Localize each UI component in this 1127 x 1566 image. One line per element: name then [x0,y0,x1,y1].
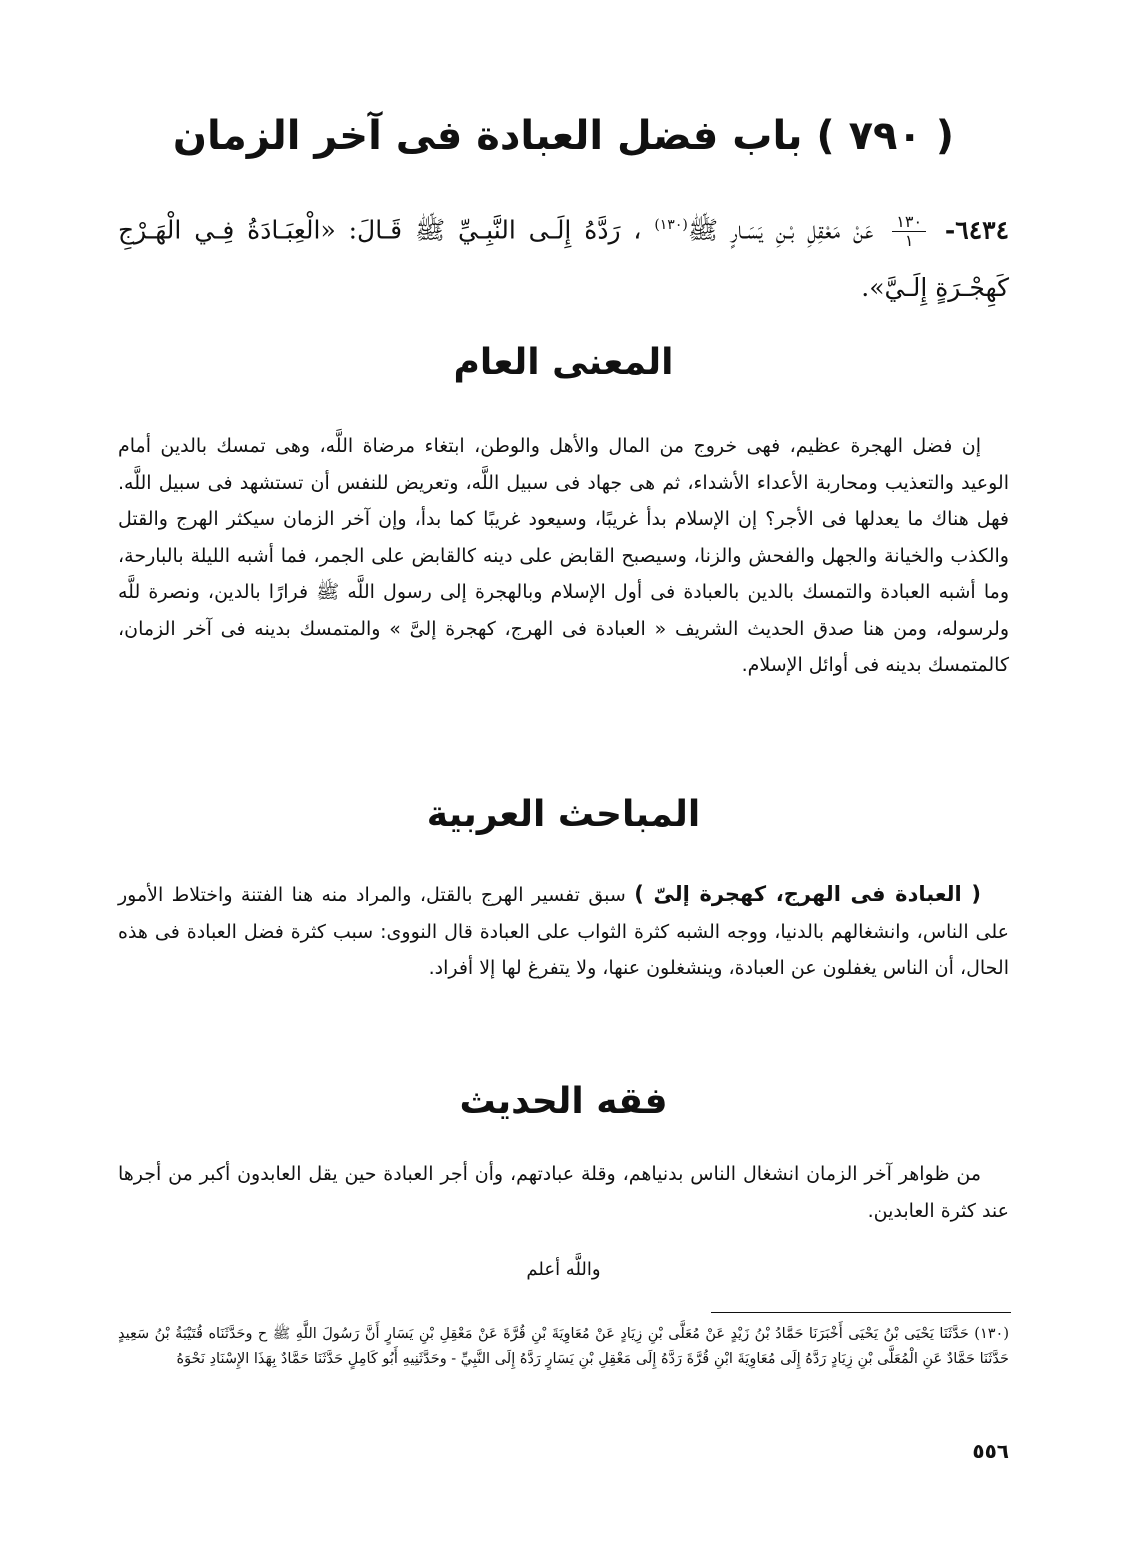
fraction-denominator: ١ [904,231,914,251]
general-meaning-paragraph: إن فضل الهجرة عظيم، فهى خروج من المال والأهل والوطن، ابتغاء مرضاة اللَّه، وهى تمسك بالدين أمام الوعيد والتعذيب ومحاربة الأعداء الأشداء، ثم هى جهاد فى سبيل اللَّه، وتعريض للنفس أن تستشهد فى سبيل اللَّه. فهل هناك ما يعدلها فى الأجر؟ إن الإسلام بدأ غريبًا، وسيعود غريبًا كما بدأ، وإن آخر الزمان سيكثر الهرج والقتل والكذب والخيانة والجهل والفحش والزنا، وسيصبح القابض على دينه كالقابض على الجمر، فما أشبه الليلة بالبارحة، وما أشبه العبادة والتمسك بالدين بالعبادة فى أول الإسلام وبالهجرة إلى رسول اللَّه ﷺ فرارًا بالدين، ونصرة للَّه ولرسوله، ومن هنا صدق الحديث الشريف « العبادة فى الهرج، كهجرة إلىَّ » والمتمسك بدينه فى آخر الزمان، كالمتمسك بدينه فى أوائل الإسلام. [118,435,1009,676]
hadith-narrator: عَنْ مَعْقِلِ بْـنِ يَسَـارٍ ﷺ [687,215,874,245]
section-heading-general-meaning: المعنى العام [453,342,674,383]
hadith-text [118,196,1009,317]
closing-phrase: واللَّه أعلم [526,1259,601,1280]
footnote-reference-marker[interactable]: (١٣٠) [654,217,688,233]
arabic-topics-paragraph [118,876,1009,987]
fiqh-paragraph: من ظواهر آخر الزمان انشغال الناس بدنياهم، وقلة عبادتهم، وأن أجر العبادة حين يقل العابدون أكبر من أجرها عند كثرة العابدين. [118,1163,1009,1222]
page-number: ٥٥٦ [972,1439,1009,1463]
arabic-topics-text: سبق تفسير الهرج بالقتل، والمراد منه هنا الفتنة واختلاط الأمور على الناس، وانشغالهم بالدنيا، ووجه الشبه كثرة الثواب على العبادة قال النووى: سبب كثرة فضل العبادة فى هذه الحال، أن الناس يغفلون عن العبادة، وينشغلون عنها، ولا يتفرغ لها إلا أفراد. [118,884,1009,979]
fraction-numerator: ١٣٠ [892,214,926,232]
arabic-topics-lead-phrase: ( العبادة فى الهرج، كهجرة إلىّ ) [634,882,982,906]
section-heading-arabic-topics: المباحث العربية [426,794,701,835]
footnote-text: (١٣٠) حَدَّثَنَا يَحْيَى بْنُ يَحْيَى أَخْبَرَنَا حَمَّادُ بْنُ زَيْدٍ عَنْ مُعَلَّى بْنِ زِيَادٍ عَنْ مُعَاوِيَةَ بْنِ قُرَّةَ عَنْ مَعْقِلِ بْنِ يَسَارٍ أَنَّ رَسُولَ اللَّهِ ﷺ ح وحَدَّثَنَاه قُتَيْبَةُ بْنُ سَعِيدٍ حَدَّثَنَا حَمَّادٌ عَنِ الْمُعَلَّى بْنِ زِيَادٍ رَدَّهُ إِلَى مُعَاوِيَةَ ابْنِ قُرَّةَ رَدَّهُ إِلَى مَعْقِلِ بْنِ يَسَارٍ رَدَّهُ إِلَى النَّبِيِّ - وحَدَّثَنِيهِ أَبُو كَامِلٍ حَدَّثَنَا حَمَّادٌ بِهَذَا الإِسْنَادِ نَحْوَهُ [118,1326,1009,1367]
chapter-title: ( ٧٩٠ ) باب فضل العبادة فى آخر الزمان [172,113,955,159]
hadith-number: ٦٤٣٤- [944,215,1010,245]
section-heading-fiqh: فقه الحديث [459,1081,668,1122]
hadith-fraction [892,214,926,249]
footnote-divider [711,1312,1011,1313]
hadith-matn: ، رَدَّهُ إِلَـى النَّبِـيِّ ﷺ قَـالَ: «الْعِبَـادَةُ فِـي الْهَـرْجِ كَهِجْـرَةٍ إِلَـيَّ». [118,215,1009,303]
